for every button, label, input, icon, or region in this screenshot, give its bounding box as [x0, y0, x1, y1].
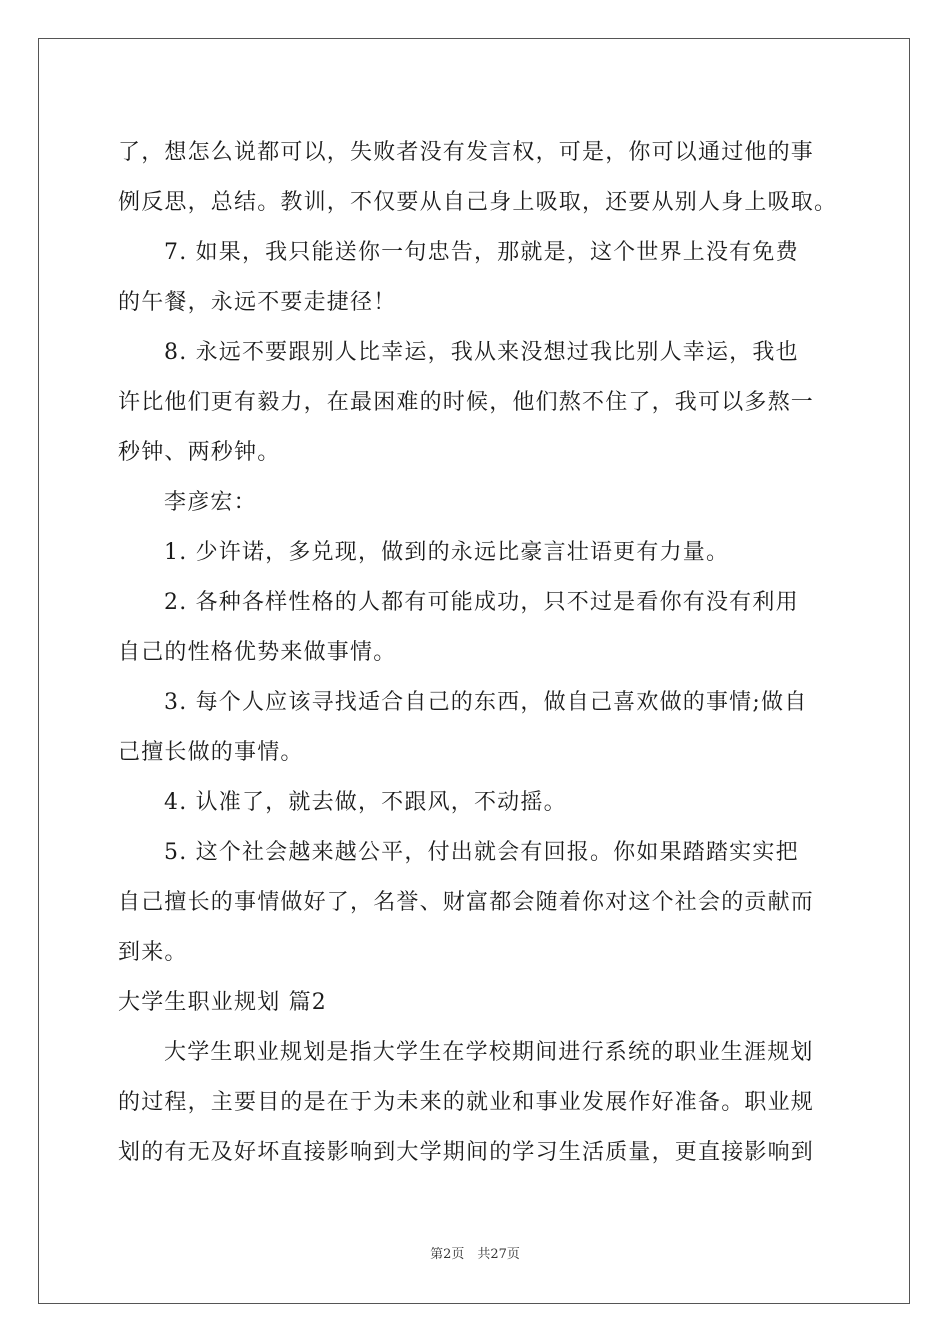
- text-line: 到来。: [118, 940, 188, 965]
- page-number-footer: 第2页 共27页: [430, 1247, 520, 1262]
- text-line: 4. 认准了，就去做，不跟风，不动摇。: [164, 790, 567, 815]
- text-line: 秒钟、两秒钟。: [118, 440, 281, 465]
- text-line: 5. 这个社会越来越公平，付出就会有回报。你如果踏踏实实把: [164, 840, 799, 865]
- text-line: 7. 如果，我只能送你一句忠告，那就是，这个世界上没有免费: [164, 240, 799, 265]
- text-line: 己擅长做的事情。: [118, 740, 304, 765]
- text-line: 1. 少许诺，多兑现，做到的永远比豪言壮语更有力量。: [164, 540, 730, 565]
- text-line: 8. 永远不要跟别人比幸运，我从来没想过我比别人幸运，我也: [164, 340, 799, 365]
- text-line: 许比他们更有毅力，在最困难的时候，他们熬不住了，我可以多熬一: [118, 390, 815, 415]
- text-line: 2. 各种各样性格的人都有可能成功，只不过是看你有没有利用: [164, 590, 799, 615]
- text-line: 的过程，主要目的是在于为未来的就业和事业发展作好准备。职业规: [118, 1090, 815, 1115]
- text-line: 自己的性格优势来做事情。: [118, 640, 397, 665]
- text-line: 了，想怎么说都可以，失败者没有发言权，可是，你可以通过他的事: [118, 140, 815, 165]
- text-line: 例反思，总结。教训，不仅要从自己身上吸取，还要从别人身上吸取。: [118, 190, 838, 215]
- section-heading: 大学生职业规划 篇2: [118, 990, 327, 1015]
- document-body: [118, 128, 838, 1178]
- text-line: 自己擅长的事情做好了，名誉、财富都会随着你对这个社会的贡献而: [118, 890, 815, 915]
- text-line: 3. 每个人应该寻找适合自己的东西，做自己喜欢做的事情;做自: [164, 690, 808, 715]
- text-line: 大学生职业规划是指大学生在学校期间进行系统的职业生涯规划: [164, 1040, 814, 1065]
- text-line: 的午餐，永远不要走捷径！: [118, 290, 397, 315]
- speaker-heading: 李彦宏：: [164, 490, 257, 515]
- text-line: 划的有无及好坏直接影响到大学期间的学习生活质量，更直接影响到: [118, 1140, 815, 1165]
